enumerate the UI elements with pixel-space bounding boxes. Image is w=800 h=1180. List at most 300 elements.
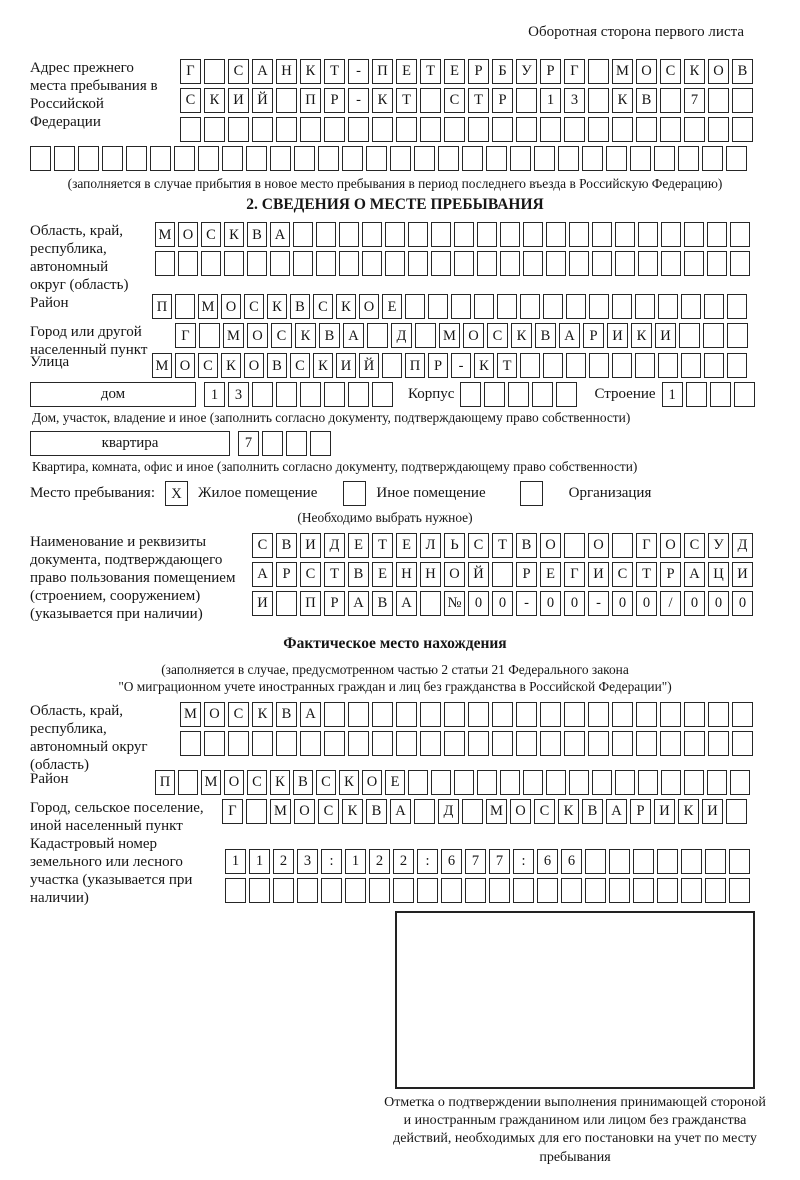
char-cell[interactable]: С: [444, 88, 465, 113]
char-cell[interactable]: [178, 770, 198, 795]
char-cell[interactable]: [102, 146, 123, 171]
char-cell[interactable]: [276, 382, 297, 407]
char-cell[interactable]: [462, 146, 483, 171]
char-cell[interactable]: У: [516, 59, 537, 84]
char-cell[interactable]: В: [348, 562, 369, 587]
char-cell[interactable]: [362, 222, 382, 247]
char-cell[interactable]: [420, 88, 441, 113]
char-cell[interactable]: [681, 849, 702, 874]
char-cell[interactable]: [294, 146, 315, 171]
char-cell[interactable]: [486, 146, 507, 171]
char-cell[interactable]: [566, 353, 586, 378]
char-cell[interactable]: [546, 770, 566, 795]
char-cell[interactable]: Й: [252, 88, 273, 113]
char-cell[interactable]: 2: [273, 849, 294, 874]
char-cell[interactable]: [367, 323, 388, 348]
char-cell[interactable]: [405, 294, 425, 319]
char-cell[interactable]: А: [300, 702, 321, 727]
char-cell[interactable]: В: [516, 533, 537, 558]
char-cell[interactable]: С: [660, 59, 681, 84]
char-cell[interactable]: [252, 731, 273, 756]
char-cell[interactable]: [222, 146, 243, 171]
char-cell[interactable]: [246, 146, 267, 171]
char-cell[interactable]: [704, 353, 724, 378]
char-cell[interactable]: Е: [348, 533, 369, 558]
char-cell[interactable]: [569, 770, 589, 795]
char-cell[interactable]: 7: [684, 88, 705, 113]
char-cell[interactable]: [54, 146, 75, 171]
char-cell[interactable]: 1: [345, 849, 366, 874]
char-cell[interactable]: [564, 731, 585, 756]
char-cell[interactable]: [540, 117, 561, 142]
char-cell[interactable]: [708, 88, 729, 113]
char-cell[interactable]: Е: [396, 59, 417, 84]
char-cell[interactable]: [454, 770, 474, 795]
char-cell[interactable]: [474, 294, 494, 319]
char-cell[interactable]: И: [607, 323, 628, 348]
char-cell[interactable]: [339, 222, 359, 247]
char-cell[interactable]: [297, 878, 318, 903]
char-cell[interactable]: [636, 117, 657, 142]
char-cell[interactable]: С: [534, 799, 555, 824]
char-cell[interactable]: [492, 117, 513, 142]
char-cell[interactable]: [508, 382, 529, 407]
char-cell[interactable]: Р: [583, 323, 604, 348]
char-cell[interactable]: 1: [225, 849, 246, 874]
char-cell[interactable]: [566, 294, 586, 319]
char-cell[interactable]: [681, 878, 702, 903]
char-cell[interactable]: К: [267, 294, 287, 319]
char-cell[interactable]: [612, 533, 633, 558]
char-cell[interactable]: Р: [516, 562, 537, 587]
char-cell[interactable]: В: [732, 59, 753, 84]
char-cell[interactable]: [276, 88, 297, 113]
char-cell[interactable]: [585, 849, 606, 874]
char-cell[interactable]: [420, 702, 441, 727]
char-cell[interactable]: П: [300, 591, 321, 616]
char-cell[interactable]: [492, 731, 513, 756]
char-cell[interactable]: О: [660, 533, 681, 558]
char-cell[interactable]: О: [463, 323, 484, 348]
char-cell[interactable]: [684, 251, 704, 276]
char-cell[interactable]: К: [313, 353, 333, 378]
char-cell[interactable]: 1: [540, 88, 561, 113]
char-cell[interactable]: [585, 878, 606, 903]
char-cell[interactable]: 2: [393, 849, 414, 874]
char-cell[interactable]: О: [224, 770, 244, 795]
char-cell[interactable]: К: [300, 59, 321, 84]
char-cell[interactable]: С: [684, 533, 705, 558]
char-cell[interactable]: [198, 146, 219, 171]
char-cell[interactable]: [679, 323, 700, 348]
char-cell[interactable]: [537, 878, 558, 903]
char-cell[interactable]: И: [252, 591, 273, 616]
char-cell[interactable]: [564, 117, 585, 142]
char-cell[interactable]: [462, 799, 483, 824]
char-cell[interactable]: [534, 146, 555, 171]
char-cell[interactable]: [180, 731, 201, 756]
char-cell[interactable]: Ь: [444, 533, 465, 558]
char-cell[interactable]: С: [228, 702, 249, 727]
char-cell[interactable]: Е: [385, 770, 405, 795]
char-cell[interactable]: С: [198, 353, 218, 378]
char-cell[interactable]: Г: [222, 799, 243, 824]
char-cell[interactable]: -: [588, 591, 609, 616]
char-cell[interactable]: [510, 146, 531, 171]
char-cell[interactable]: [703, 323, 724, 348]
char-cell[interactable]: [589, 353, 609, 378]
char-cell[interactable]: [523, 222, 543, 247]
char-cell[interactable]: [612, 702, 633, 727]
char-cell[interactable]: [339, 251, 359, 276]
char-cell[interactable]: А: [390, 799, 411, 824]
char-cell[interactable]: [477, 251, 497, 276]
char-cell[interactable]: [431, 251, 451, 276]
char-cell[interactable]: С: [318, 799, 339, 824]
char-cell[interactable]: [633, 878, 654, 903]
char-cell[interactable]: С: [316, 770, 336, 795]
char-cell[interactable]: [420, 591, 441, 616]
char-cell[interactable]: [324, 382, 345, 407]
char-cell[interactable]: 6: [561, 849, 582, 874]
char-cell[interactable]: [543, 294, 563, 319]
char-cell[interactable]: М: [201, 770, 221, 795]
apartment-type-box[interactable]: квартира: [30, 431, 230, 456]
char-cell[interactable]: 2: [369, 849, 390, 874]
char-cell[interactable]: [345, 878, 366, 903]
char-cell[interactable]: [564, 533, 585, 558]
char-cell[interactable]: А: [396, 591, 417, 616]
char-cell[interactable]: [348, 117, 369, 142]
char-cell[interactable]: [704, 294, 724, 319]
char-cell[interactable]: Г: [175, 323, 196, 348]
char-cell[interactable]: К: [612, 88, 633, 113]
char-cell[interactable]: О: [175, 353, 195, 378]
char-cell[interactable]: [556, 382, 577, 407]
char-cell[interactable]: [638, 770, 658, 795]
char-cell[interactable]: [460, 382, 481, 407]
char-cell[interactable]: М: [152, 353, 172, 378]
char-cell[interactable]: [175, 294, 195, 319]
char-cell[interactable]: [516, 88, 537, 113]
char-cell[interactable]: П: [155, 770, 175, 795]
char-cell[interactable]: С: [271, 323, 292, 348]
char-cell[interactable]: [500, 770, 520, 795]
char-cell[interactable]: [342, 146, 363, 171]
char-cell[interactable]: [732, 731, 753, 756]
char-cell[interactable]: Г: [564, 59, 585, 84]
char-cell[interactable]: 0: [540, 591, 561, 616]
char-cell[interactable]: [438, 146, 459, 171]
char-cell[interactable]: Д: [732, 533, 753, 558]
char-cell[interactable]: [727, 323, 748, 348]
char-cell[interactable]: С: [252, 533, 273, 558]
char-cell[interactable]: И: [588, 562, 609, 587]
char-cell[interactable]: Ц: [708, 562, 729, 587]
char-cell[interactable]: [612, 117, 633, 142]
char-cell[interactable]: О: [247, 323, 268, 348]
char-cell[interactable]: [324, 702, 345, 727]
char-cell[interactable]: [710, 382, 731, 407]
char-cell[interactable]: [523, 251, 543, 276]
char-cell[interactable]: [592, 251, 612, 276]
char-cell[interactable]: В: [366, 799, 387, 824]
char-cell[interactable]: [684, 117, 705, 142]
char-cell[interactable]: Т: [636, 562, 657, 587]
char-cell[interactable]: О: [294, 799, 315, 824]
char-cell[interactable]: [730, 222, 750, 247]
char-cell[interactable]: [588, 731, 609, 756]
char-cell[interactable]: [468, 702, 489, 727]
char-cell[interactable]: С: [468, 533, 489, 558]
char-cell[interactable]: [372, 702, 393, 727]
char-cell[interactable]: [431, 770, 451, 795]
char-cell[interactable]: Р: [540, 59, 561, 84]
char-cell[interactable]: [372, 731, 393, 756]
char-cell[interactable]: [686, 382, 707, 407]
char-cell[interactable]: И: [732, 562, 753, 587]
char-cell[interactable]: В: [636, 88, 657, 113]
char-cell[interactable]: [415, 323, 436, 348]
char-cell[interactable]: О: [204, 702, 225, 727]
char-cell[interactable]: С: [313, 294, 333, 319]
char-cell[interactable]: [155, 251, 175, 276]
char-cell[interactable]: К: [270, 770, 290, 795]
char-cell[interactable]: [414, 146, 435, 171]
char-cell[interactable]: Р: [324, 591, 345, 616]
char-cell[interactable]: А: [606, 799, 627, 824]
char-cell[interactable]: 3: [228, 382, 249, 407]
char-cell[interactable]: :: [321, 849, 342, 874]
char-cell[interactable]: И: [336, 353, 356, 378]
char-cell[interactable]: О: [244, 353, 264, 378]
char-cell[interactable]: [520, 294, 540, 319]
char-cell[interactable]: [293, 222, 313, 247]
char-cell[interactable]: М: [198, 294, 218, 319]
char-cell[interactable]: Р: [492, 88, 513, 113]
char-cell[interactable]: 1: [204, 382, 225, 407]
char-cell[interactable]: 6: [537, 849, 558, 874]
char-cell[interactable]: [569, 222, 589, 247]
char-cell[interactable]: В: [319, 323, 340, 348]
stay-checkbox-other-premises[interactable]: [343, 481, 366, 506]
char-cell[interactable]: С: [290, 353, 310, 378]
char-cell[interactable]: Р: [324, 88, 345, 113]
char-cell[interactable]: В: [267, 353, 287, 378]
char-cell[interactable]: [582, 146, 603, 171]
char-cell[interactable]: [660, 117, 681, 142]
char-cell[interactable]: К: [511, 323, 532, 348]
char-cell[interactable]: К: [252, 702, 273, 727]
char-cell[interactable]: [180, 117, 201, 142]
char-cell[interactable]: [444, 731, 465, 756]
char-cell[interactable]: О: [359, 294, 379, 319]
char-cell[interactable]: [592, 222, 612, 247]
char-cell[interactable]: [561, 878, 582, 903]
char-cell[interactable]: [564, 702, 585, 727]
char-cell[interactable]: Е: [396, 533, 417, 558]
char-cell[interactable]: Г: [180, 59, 201, 84]
char-cell[interactable]: А: [684, 562, 705, 587]
char-cell[interactable]: [408, 251, 428, 276]
char-cell[interactable]: К: [221, 353, 241, 378]
char-cell[interactable]: [684, 702, 705, 727]
char-cell[interactable]: [451, 294, 471, 319]
char-cell[interactable]: С: [247, 770, 267, 795]
char-cell[interactable]: [606, 146, 627, 171]
char-cell[interactable]: Н: [396, 562, 417, 587]
char-cell[interactable]: [707, 770, 727, 795]
char-cell[interactable]: [654, 146, 675, 171]
char-cell[interactable]: [489, 878, 510, 903]
char-cell[interactable]: [636, 702, 657, 727]
char-cell[interactable]: [684, 770, 704, 795]
char-cell[interactable]: [316, 251, 336, 276]
char-cell[interactable]: 7: [489, 849, 510, 874]
char-cell[interactable]: А: [559, 323, 580, 348]
char-cell[interactable]: [246, 799, 267, 824]
char-cell[interactable]: Т: [492, 533, 513, 558]
char-cell[interactable]: [30, 146, 51, 171]
char-cell[interactable]: [492, 702, 513, 727]
char-cell[interactable]: [252, 382, 273, 407]
char-cell[interactable]: [201, 251, 221, 276]
char-cell[interactable]: [444, 117, 465, 142]
char-cell[interactable]: Т: [372, 533, 393, 558]
char-cell[interactable]: М: [180, 702, 201, 727]
char-cell[interactable]: [635, 294, 655, 319]
char-cell[interactable]: [78, 146, 99, 171]
char-cell[interactable]: [612, 731, 633, 756]
char-cell[interactable]: С: [180, 88, 201, 113]
char-cell[interactable]: [729, 878, 750, 903]
char-cell[interactable]: А: [343, 323, 364, 348]
char-cell[interactable]: О: [362, 770, 382, 795]
char-cell[interactable]: [609, 849, 630, 874]
char-cell[interactable]: И: [655, 323, 676, 348]
char-cell[interactable]: К: [684, 59, 705, 84]
char-cell[interactable]: [633, 849, 654, 874]
stay-checkbox-organization[interactable]: [520, 481, 543, 506]
char-cell[interactable]: [589, 294, 609, 319]
char-cell[interactable]: [592, 770, 612, 795]
char-cell[interactable]: В: [293, 770, 313, 795]
char-cell[interactable]: [431, 222, 451, 247]
char-cell[interactable]: [588, 59, 609, 84]
char-cell[interactable]: К: [339, 770, 359, 795]
char-cell[interactable]: [286, 431, 307, 456]
char-cell[interactable]: К: [558, 799, 579, 824]
char-cell[interactable]: Е: [382, 294, 402, 319]
char-cell[interactable]: [513, 878, 534, 903]
char-cell[interactable]: Т: [324, 59, 345, 84]
char-cell[interactable]: [708, 731, 729, 756]
char-cell[interactable]: [204, 59, 225, 84]
char-cell[interactable]: [324, 117, 345, 142]
char-cell[interactable]: [441, 878, 462, 903]
char-cell[interactable]: И: [702, 799, 723, 824]
char-cell[interactable]: [468, 731, 489, 756]
char-cell[interactable]: 0: [636, 591, 657, 616]
char-cell[interactable]: [262, 431, 283, 456]
char-cell[interactable]: С: [300, 562, 321, 587]
char-cell[interactable]: Т: [497, 353, 517, 378]
char-cell[interactable]: [660, 731, 681, 756]
char-cell[interactable]: К: [224, 222, 244, 247]
char-cell[interactable]: [707, 251, 727, 276]
char-cell[interactable]: О: [178, 222, 198, 247]
char-cell[interactable]: [126, 146, 147, 171]
char-cell[interactable]: [454, 251, 474, 276]
char-cell[interactable]: Т: [468, 88, 489, 113]
char-cell[interactable]: П: [372, 59, 393, 84]
char-cell[interactable]: [726, 799, 747, 824]
char-cell[interactable]: Д: [438, 799, 459, 824]
char-cell[interactable]: Б: [492, 59, 513, 84]
char-cell[interactable]: [249, 878, 270, 903]
char-cell[interactable]: [661, 770, 681, 795]
char-cell[interactable]: [678, 146, 699, 171]
char-cell[interactable]: Л: [420, 533, 441, 558]
char-cell[interactable]: [484, 382, 505, 407]
char-cell[interactable]: [730, 251, 750, 276]
char-cell[interactable]: [546, 251, 566, 276]
char-cell[interactable]: [310, 431, 331, 456]
char-cell[interactable]: [348, 731, 369, 756]
char-cell[interactable]: С: [487, 323, 508, 348]
char-cell[interactable]: [702, 146, 723, 171]
char-cell[interactable]: Р: [660, 562, 681, 587]
char-cell[interactable]: [300, 117, 321, 142]
char-cell[interactable]: [658, 353, 678, 378]
char-cell[interactable]: [727, 353, 747, 378]
char-cell[interactable]: [273, 878, 294, 903]
char-cell[interactable]: В: [290, 294, 310, 319]
char-cell[interactable]: В: [582, 799, 603, 824]
char-cell[interactable]: [638, 251, 658, 276]
char-cell[interactable]: [247, 251, 267, 276]
char-cell[interactable]: [732, 88, 753, 113]
char-cell[interactable]: [369, 878, 390, 903]
char-cell[interactable]: А: [348, 591, 369, 616]
char-cell[interactable]: 0: [612, 591, 633, 616]
char-cell[interactable]: [660, 88, 681, 113]
char-cell[interactable]: Р: [428, 353, 448, 378]
char-cell[interactable]: [204, 117, 225, 142]
char-cell[interactable]: [408, 222, 428, 247]
char-cell[interactable]: Д: [391, 323, 412, 348]
char-cell[interactable]: [324, 731, 345, 756]
char-cell[interactable]: [684, 222, 704, 247]
char-cell[interactable]: [516, 731, 537, 756]
char-cell[interactable]: -: [451, 353, 471, 378]
char-cell[interactable]: О: [588, 533, 609, 558]
char-cell[interactable]: [348, 702, 369, 727]
char-cell[interactable]: [543, 353, 563, 378]
char-cell[interactable]: П: [152, 294, 172, 319]
char-cell[interactable]: 1: [249, 849, 270, 874]
char-cell[interactable]: 0: [564, 591, 585, 616]
char-cell[interactable]: -: [348, 59, 369, 84]
char-cell[interactable]: Т: [324, 562, 345, 587]
char-cell[interactable]: 0: [492, 591, 513, 616]
house-type-box[interactable]: дом: [30, 382, 196, 407]
char-cell[interactable]: Е: [540, 562, 561, 587]
char-cell[interactable]: Д: [324, 533, 345, 558]
char-cell[interactable]: [729, 849, 750, 874]
char-cell[interactable]: [366, 146, 387, 171]
char-cell[interactable]: [732, 117, 753, 142]
